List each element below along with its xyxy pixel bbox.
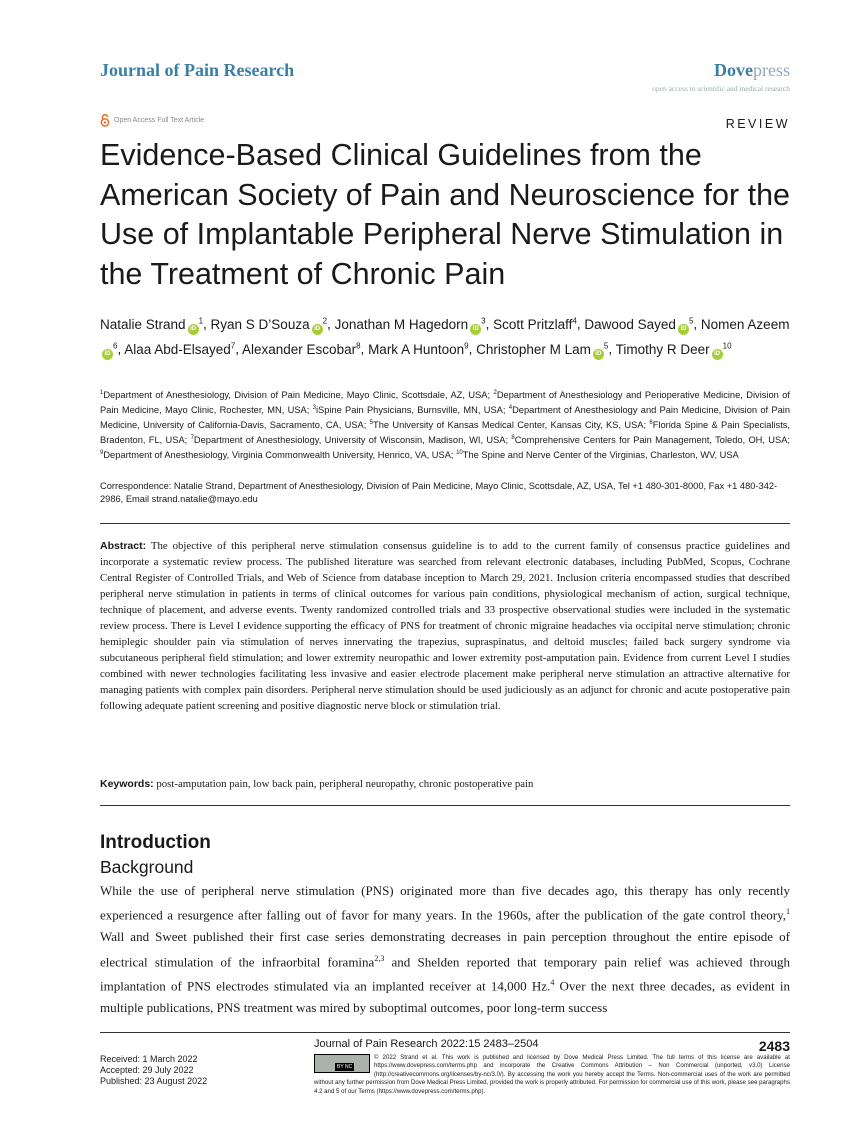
affiliation-text: Comprehensive Centers for Pain Management, Toledo, OH, USA;	[514, 434, 790, 445]
author-affiliation-ref: 6	[113, 341, 118, 350]
license-body: © 2022 Strand et al. This work is published and licensed by Dove Medical Press Limited. The full terms of this license are available at https://www.dovepress.com/terms.php and incorporate the Creative Commons Attribution – Non Commercial (unported, v3.0) License (http://creativecommons.org/licenses/by-nc/3.0/). By accessing the work you hereby accept the Terms. Non-commercial uses of the work are permitted without any further permission from Dove Medical Press Limited, provided the work is properly attributed. For permission for commercial use of this work, please see paragraphs 4.2 and 5 of our Terms (https://www.dovepress.com/terms.php).	[314, 1054, 790, 1095]
published-date: Published: 23 August 2022	[100, 1076, 208, 1086]
keywords	[100, 778, 790, 790]
author-name-text: Nomen Azeem	[700, 316, 790, 332]
page-number: 2483	[758, 1038, 790, 1054]
author-name[interactable]	[100, 317, 203, 332]
author-name-text: Scott Pritzlaff	[493, 316, 573, 332]
author-name-text: Alexander Escobar	[242, 341, 357, 357]
author-name-text: Mark A Huntoon	[368, 341, 465, 357]
affiliation-number: 7	[190, 434, 194, 441]
author-name-text: Natalie Strand	[100, 316, 186, 332]
affiliations	[100, 387, 790, 461]
author-affiliation-ref: 4	[572, 316, 577, 325]
author-name[interactable]	[124, 342, 235, 357]
affiliation-number: 5	[369, 419, 374, 426]
affiliation-number: 8	[511, 434, 515, 441]
author-name-text: Ryan S D’Souza	[210, 316, 310, 332]
author-name[interactable]	[211, 317, 328, 332]
author-affiliation-ref: 5	[688, 316, 694, 325]
para-part: Wall and Sweet published their first case series demonstrating decreases in pain perception throughout the entire episode of electrical stimulation of the infraorbital foramina	[100, 929, 790, 969]
orcid-icon[interactable]: iD	[312, 324, 323, 335]
cc-license-icon[interactable]	[314, 1054, 370, 1073]
journal-name[interactable]: Journal of Pain Research	[100, 60, 295, 80]
author-name[interactable]	[493, 317, 577, 332]
reference-link[interactable]: 4	[550, 978, 555, 988]
article-type: REVIEW	[725, 117, 790, 131]
author-name-text: Christopher M Lam	[476, 341, 591, 357]
affiliation-text: The University of Kansas Medical Center, Kansas City, KS, USA;	[373, 419, 650, 430]
accepted-date: Accepted: 29 July 2022	[100, 1065, 194, 1075]
affiliation-number: 3	[312, 404, 316, 411]
orcid-icon[interactable]: iD	[678, 324, 689, 335]
affiliation-text: Department of Anesthesiology, Division of Pain Medicine, Mayo Clinic, Scottsdale, AZ, USA;	[103, 390, 494, 401]
author-name[interactable]	[242, 342, 361, 357]
author-affiliation-ref: 5	[603, 341, 609, 350]
author-name-text: Timothy R Deer	[615, 341, 710, 357]
open-access-label: Open Access Full Text Article	[114, 117, 205, 124]
brand-main: Dove	[714, 60, 753, 80]
reference-link[interactable]: 1	[786, 907, 790, 917]
author-affiliation-ref: 1	[198, 316, 204, 325]
para-part: While the use of peripheral nerve stimulation (PNS) originated more than five decades ago, this therapy has only recently experienced a resurgence after falling out of favor for many years. In the 1960s, after the publication of the gate control theory,	[100, 883, 790, 923]
abstract-label: Abstract:	[100, 540, 147, 552]
article-dates	[100, 1054, 207, 1087]
correspondence: Correspondence: Natalie Strand, Department of Anesthesiology, Division of Pain Medicine, Mayo Clinic, Scottsdale, AZ, USA, Tel +1 480-301-8000, Fax +1 480-342-2986, Email strand.natalie@mayo.edu	[100, 481, 778, 504]
affiliation-text: Department of Anesthesiology and Pain Medicine, Division of Pain Medicine, University of California-Davis, Sacramento, CA, USA;	[100, 404, 790, 430]
author-affiliation-ref: 7	[230, 341, 236, 350]
orcid-icon[interactable]: iD	[188, 324, 199, 335]
author-name-text: Alaa Abd-Elsayed	[124, 341, 231, 357]
author-name[interactable]	[476, 342, 608, 357]
footer-divider	[100, 1032, 790, 1033]
orcid-icon[interactable]: iD	[712, 349, 723, 360]
para-part: and Shelden reported that temporary pain relief was achieved through implantation of PNS electrodes stimulated via an implanted receiver at 14,000 Hz.	[100, 953, 790, 994]
orcid-icon[interactable]: iD	[470, 324, 481, 335]
affiliation-number: 2	[493, 390, 497, 396]
open-access-lock-icon	[100, 114, 110, 127]
article-title: Evidence-Based Clinical Guidelines from the American Society of Pain and Neuroscience for the Use of Implantable Peripheral Nerve Stimulation in the Treatment of Chronic Pain	[100, 138, 791, 291]
author-affiliation-ref: 10	[722, 341, 732, 350]
author-affiliation-ref: 2	[322, 316, 328, 325]
license-text	[314, 1054, 790, 1096]
author-name[interactable]	[616, 342, 732, 357]
author-affiliation-ref: 9	[464, 341, 469, 350]
affiliation-text: Department of Anesthesiology, Virginia Commonwealth University, Henrico, VA, USA;	[103, 449, 457, 460]
author-name[interactable]	[584, 317, 693, 332]
affiliation-text: Department of Anesthesiology and Perioperative Medicine, Division of Pain Medicine, Mayo Clinic, Rochester, MN, USA;	[100, 390, 790, 415]
affiliation-number: 9	[100, 449, 104, 456]
orcid-icon[interactable]: iD	[593, 349, 604, 360]
author-list: Natalie Strand $iD^1$, Ryan S D’Souza $iD^2$, Jonathan M Hagedorn $iD^3$, Scott Pritzlaff$^4$, Dawood Sayed $iD^5$, Nomen AzeemiD$^6$, Alaa Abd-Elsayed$^7$, Alexander Escobar$^8$, Mark A Huntoon$^9$, Christopher M Lam $iD^5$, Timothy R Deer $iD^{10}$	[100, 310, 790, 360]
affiliation-text: Florida Spine & Pain Specialists, Bradenton, FL, USA;	[100, 419, 791, 445]
author-affiliation-ref: 8	[356, 341, 361, 350]
body-paragraph	[100, 880, 790, 1018]
affiliation-text: The Spine and Nerve Center of the Virginias, Charleston, WV, USA	[462, 449, 739, 460]
affiliation-number: 4	[508, 404, 513, 411]
received-date: Received: 1 March 2022	[100, 1054, 198, 1064]
affiliation-number: 6	[649, 419, 653, 426]
orcid-icon[interactable]: iD	[102, 349, 113, 360]
subsection-heading: Background	[100, 857, 194, 877]
author-name-text: Dawood Sayed	[584, 316, 676, 332]
section-heading: Introduction	[100, 832, 211, 853]
affiliation-text: Department of Anesthesiology, University of Wisconsin, Madison, WI, USA;	[193, 434, 512, 445]
author-name[interactable]	[335, 317, 486, 332]
keywords-label: Keywords:	[100, 778, 154, 790]
abstract-text: The objective of this peripheral nerve stimulation consensus guideline is to add to the current family of consensus practice guidelines and incorporate a systematic review process. The published literature was searched from relevant electronic databases, including PubMed, Scopus, Cochrane Central Register of Controlled Trials, and Web of Science from database inception to March 29, 2021. Inclusion criteria encompassed studies that described peripheral nerve stimulation in patients in terms of clinical outcomes for various pain conditions, physiological mechanism of action, surgical technique, technique of placement, and adverse events. Twenty randomized controlled trials and 33 prospective observational studies were included in the systematic review process. There is Level I evidence supporting the efficacy of PNS for treatment of chronic migraine headaches via occipital nerve stimulation; chronic hemiplegic shoulder pain via stimulation of nerves innervating the trapezius, supraspinatus, and deltoid muscles; failed back surgery syndrome via subcutaneous peripheral field stimulation; and lower extremity neuropathic and lower extremity post-amputation pain. Evidence from current Level I studies combined with newer technologies facilitating less invasive and easier electrode placement make peripheral nerve stimulation an attractive alternative for managing patients with complex pain disorders. Peripheral nerve stimulation should be used judiciously as an adjunct for chronic and acute postoperative pain following adequate patient screening and positive diagnostic nerve block or stimulation trial.	[100, 540, 790, 713]
affiliation-number: 10	[456, 449, 463, 456]
cc-license-label: BY NC	[337, 1063, 353, 1070]
abstract	[100, 538, 790, 715]
para-part: Over the next three decades, as evident in multiple publications, PNS treatment was mired by suboptimal outcomes, poor long-term success	[100, 978, 790, 1016]
journal-citation[interactable]: Journal of Pain Research 2022:15 2483–2504	[314, 1038, 539, 1050]
publisher-logo[interactable]	[714, 60, 790, 81]
brand-sub: press	[753, 60, 790, 80]
author-name-text: Jonathan M Hagedorn	[334, 316, 469, 332]
author-name[interactable]	[368, 342, 469, 357]
affiliation-text: iSpine Pain Physicians, Burnsville, MN, USA;	[315, 404, 509, 415]
keywords-text: post-amputation pain, low back pain, peripheral neuropathy, chronic postoperative pain	[153, 778, 534, 790]
affiliation-number: 1	[100, 390, 104, 396]
open-access-badge	[100, 114, 204, 127]
publisher-tagline: open access to scientific and medical research	[652, 84, 790, 93]
divider-top	[100, 523, 790, 524]
reference-link[interactable]: 2,3	[374, 953, 385, 963]
divider-bottom	[100, 805, 790, 806]
author-affiliation-ref: 3	[481, 316, 486, 325]
